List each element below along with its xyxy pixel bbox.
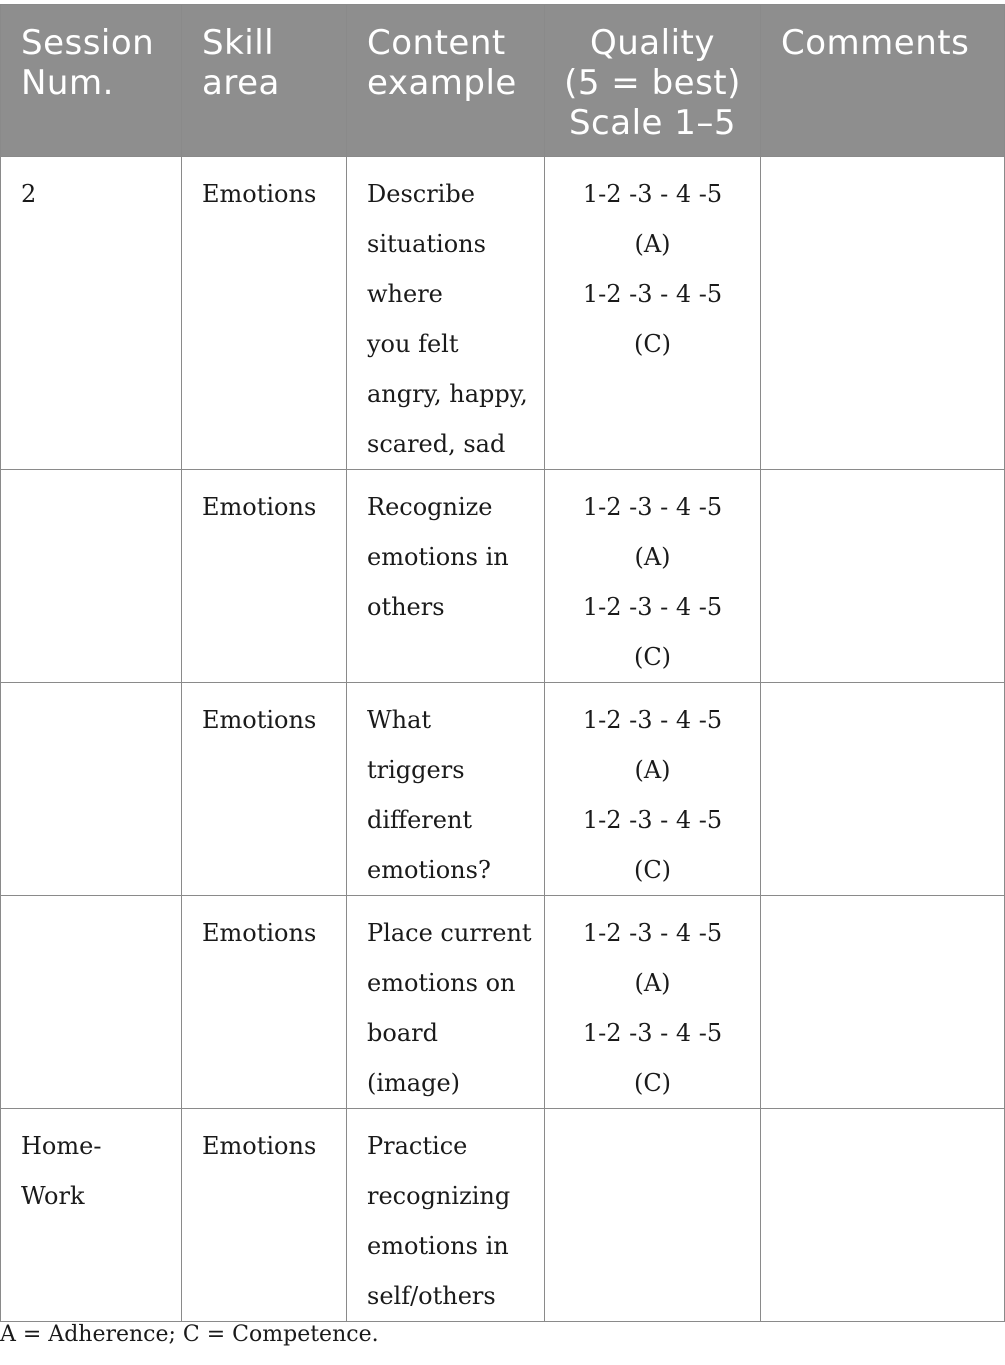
cell-skill — [182, 470, 347, 683]
cell-quality — [545, 470, 761, 683]
cell-line: (C) — [633, 1069, 672, 1097]
cell-line: scared, sad — [367, 430, 506, 458]
cell-comments — [761, 1109, 1005, 1322]
cell-skill — [182, 896, 347, 1109]
cell-line: 1-2 -3 - 4 -5 — [582, 493, 723, 521]
cell-line: 1-2 -3 - 4 -5 — [582, 180, 723, 208]
cell-line: 1-2 -3 - 4 -5 — [582, 593, 723, 621]
cell-line: 1-2 -3 - 4 -5 — [582, 919, 723, 947]
table-body — [1, 157, 1005, 1322]
cell-quality — [545, 157, 761, 470]
header-line: Content — [367, 23, 506, 63]
table-row — [1, 470, 1005, 683]
header-line: Comments — [781, 23, 970, 63]
header-line: Quality — [590, 23, 715, 63]
cell-line: where — [367, 280, 443, 308]
header-line: Num. — [21, 63, 114, 103]
header-session-num — [1, 5, 182, 157]
cell-line: (C) — [633, 330, 672, 358]
cell-session — [1, 470, 182, 683]
cell-line: triggers — [367, 756, 465, 784]
header-comments — [761, 5, 1005, 157]
cell-line: recognizing — [367, 1182, 511, 1210]
cell-comments — [761, 683, 1005, 896]
cell-session — [1, 157, 182, 470]
cell-line: (A) — [634, 969, 671, 997]
cell-line: Home- — [21, 1132, 102, 1160]
cell-skill — [182, 1109, 347, 1322]
table-header — [1, 5, 1005, 157]
cell-skill — [182, 683, 347, 896]
header-line: (5 = best) — [564, 63, 741, 103]
cell-line: Emotions — [202, 1132, 317, 1160]
cell-line: board — [367, 1019, 438, 1047]
cell-session — [1, 896, 182, 1109]
header-line: Skill — [202, 23, 275, 63]
cell-quality — [545, 896, 761, 1109]
cell-line: (A) — [634, 230, 671, 258]
cell-line: (A) — [634, 756, 671, 784]
cell-comments — [761, 470, 1005, 683]
cell-line: emotions on — [367, 969, 516, 997]
fidelity-table — [0, 4, 1005, 1322]
header-line: example — [367, 63, 517, 103]
cell-line: Practice — [367, 1132, 468, 1160]
cell-line: Emotions — [202, 180, 317, 208]
header-row — [1, 5, 1005, 157]
header-line: Scale 1–5 — [568, 103, 737, 143]
cell-line: self/others — [367, 1282, 496, 1310]
cell-line: 1-2 -3 - 4 -5 — [582, 806, 723, 834]
cell-line: (C) — [633, 643, 672, 671]
cell-content — [347, 1109, 545, 1322]
header-quality — [545, 5, 761, 157]
cell-line: others — [367, 593, 445, 621]
cell-line: 1-2 -3 - 4 -5 — [582, 706, 723, 734]
cell-line: you felt — [367, 330, 459, 358]
table-row — [1, 1109, 1005, 1322]
cell-comments — [761, 896, 1005, 1109]
cell-line: Emotions — [202, 706, 317, 734]
cell-skill — [182, 157, 347, 470]
header-line: area — [202, 63, 280, 103]
cell-line: emotions in — [367, 1232, 509, 1260]
table-row — [1, 683, 1005, 896]
cell-line: Emotions — [202, 919, 317, 947]
cell-line: angry, happy, — [367, 380, 528, 408]
cell-line: (A) — [634, 543, 671, 571]
cell-line: (C) — [633, 856, 672, 884]
cell-content — [347, 470, 545, 683]
cell-line: Emotions — [202, 493, 317, 521]
cell-line: What — [367, 706, 432, 734]
cell-content — [347, 896, 545, 1109]
cell-content — [347, 683, 545, 896]
cell-line: 2 — [21, 180, 37, 208]
cell-quality — [545, 683, 761, 896]
cell-session — [1, 683, 182, 896]
cell-line: Work — [21, 1182, 85, 1210]
cell-line: emotions in — [367, 543, 509, 571]
header-content-example — [347, 5, 545, 157]
cell-content — [347, 157, 545, 470]
cell-quality — [545, 1109, 761, 1322]
table-row — [1, 157, 1005, 470]
table-footnote: A = Adherence; C = Competence. — [0, 1322, 379, 1347]
cell-line: situations — [367, 230, 486, 258]
cell-line: Describe — [367, 180, 475, 208]
table-row — [1, 896, 1005, 1109]
header-skill-area — [182, 5, 347, 157]
cell-line: different — [367, 806, 473, 834]
cell-line: 1-2 -3 - 4 -5 — [582, 280, 723, 308]
cell-line: 1-2 -3 - 4 -5 — [582, 1019, 723, 1047]
cell-line: emotions? — [367, 856, 491, 884]
cell-line: Recognize — [367, 493, 493, 521]
cell-comments — [761, 157, 1005, 470]
cell-line: (image) — [367, 1069, 461, 1097]
cell-session — [1, 1109, 182, 1322]
header-line: Session — [21, 23, 155, 63]
cell-line: Place current — [367, 919, 532, 947]
